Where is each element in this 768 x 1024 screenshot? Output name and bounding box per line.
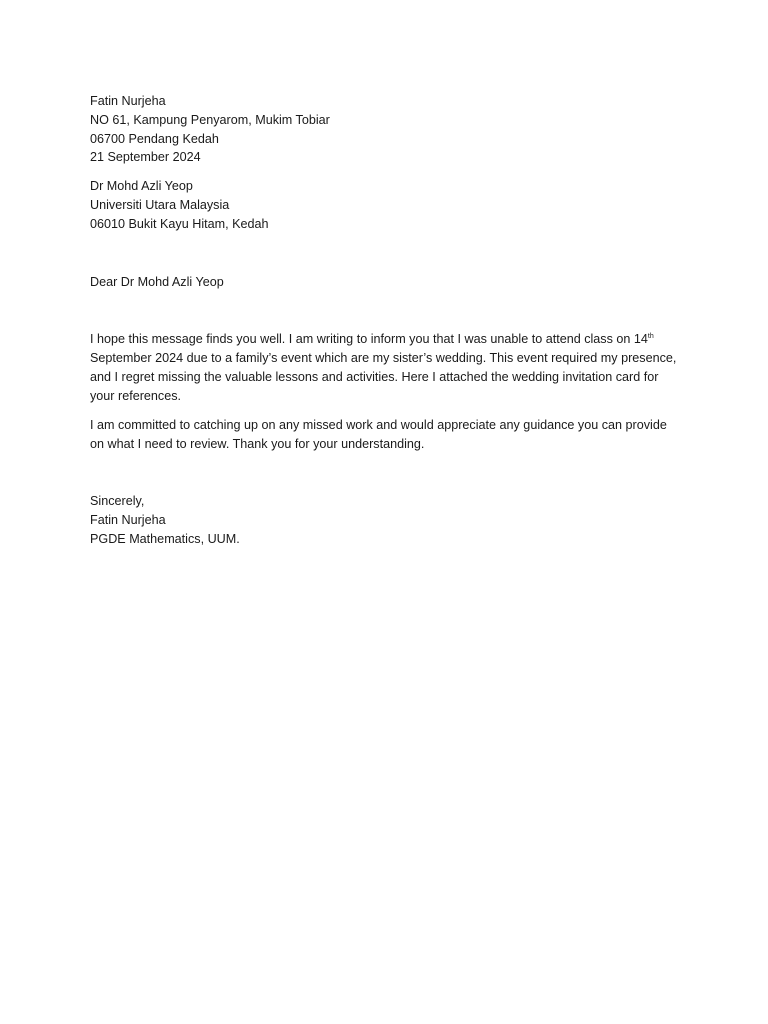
recipient-address: 06010 Bukit Kayu Hitam, Kedah xyxy=(90,216,269,231)
paragraph-2: I am committed to catching up on any missed work and would appreciate any guidance you can provide on what I need to review. Thank you for your understanding. xyxy=(90,418,667,451)
ordinal-suffix: th xyxy=(647,332,654,340)
closing-block xyxy=(90,492,690,548)
sender-name: Fatin Nurjeha xyxy=(90,94,166,108)
body-paragraph-1 xyxy=(90,330,680,406)
paragraph-1-part-1: I hope this message finds you well. I am writing to inform you that I was unable to attend class on 14 xyxy=(90,332,648,346)
recipient-institution: Universiti Utara Malaysia xyxy=(90,197,230,212)
salutation-block xyxy=(90,273,690,292)
salutation: Dear Dr Mohd Azli Yeop xyxy=(90,275,224,289)
valediction: Sincerely, xyxy=(90,494,145,508)
signature-name: Fatin Nurjeha xyxy=(90,512,166,527)
letter-date: 21 September 2024 xyxy=(90,150,201,165)
sender-address-line2: 06700 Pendang Kedah xyxy=(90,131,219,146)
sender-address-line1: NO 61, Kampung Penyarom, Mukim Tobiar xyxy=(90,112,330,127)
signature-program: PGDE Mathematics, UUM. xyxy=(90,531,240,546)
paragraph-1 xyxy=(90,330,680,406)
body-paragraph-2 xyxy=(90,416,680,454)
paragraph-1-part-2: September 2024 due to a family’s event which are my sister’s wedding. This event required my presence, and I regret missing the valuable lessons and activities. Here I attached the wedding invitation card for your references. xyxy=(90,351,677,403)
sender-block xyxy=(90,92,690,167)
recipient-name: Dr Mohd Azli Yeop xyxy=(90,179,193,193)
recipient-block xyxy=(90,177,690,233)
